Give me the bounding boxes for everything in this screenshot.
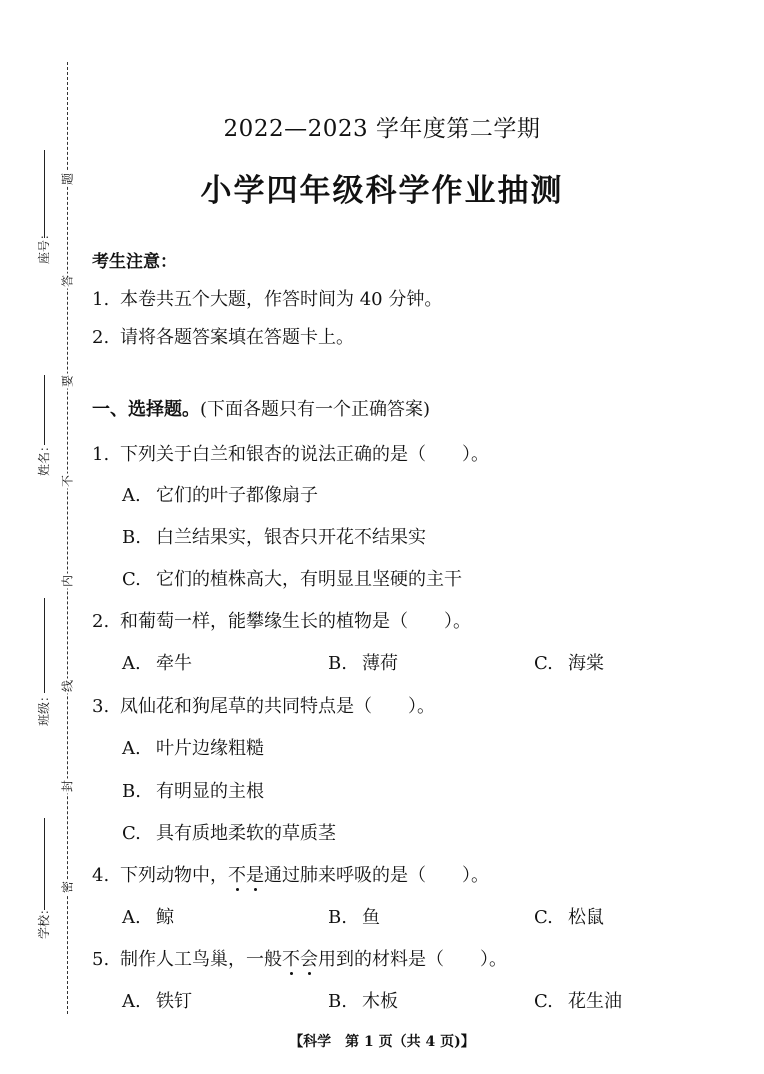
question-4-stem	[92, 864, 489, 888]
class-field[interactable]	[36, 598, 52, 738]
school-field[interactable]	[36, 818, 52, 948]
question-number: 5.	[92, 949, 110, 970]
option-letter: B.	[122, 527, 141, 548]
notice-item-text: 本卷共五个大题，作答时间为 40 分钟。	[120, 289, 443, 310]
class-line	[44, 598, 45, 693]
question-5-option-b[interactable]	[328, 990, 398, 1014]
question-text-before: 下列动物中，	[120, 865, 228, 886]
option-letter: C.	[534, 907, 553, 928]
notice-item	[92, 326, 354, 350]
question-4-option-b[interactable]	[328, 906, 380, 930]
question-1-option-b[interactable]	[122, 526, 426, 550]
option-letter: C.	[122, 569, 141, 590]
question-text: 凤仙花和狗尾草的共同特点是（ ）。	[120, 696, 435, 717]
school-label: 学校：	[37, 902, 51, 939]
option-text: 有明显的主根	[156, 781, 264, 802]
question-5-option-c[interactable]	[534, 990, 622, 1014]
seal-char: 内	[60, 575, 75, 588]
option-text: 白兰结果实，银杏只开花不结果实	[156, 527, 426, 548]
question-1-option-a[interactable]	[122, 484, 318, 508]
option-text: 花生油	[568, 991, 622, 1012]
question-number: 1.	[92, 444, 110, 465]
question-text-before: 制作人工鸟巢，一般	[120, 949, 282, 970]
question-text-after: 用到的材料是（ ）。	[318, 949, 507, 970]
year-title: 2022—2023 学年度第二学期	[223, 116, 541, 142]
question-4-option-c[interactable]	[534, 906, 604, 930]
question-3-stem	[92, 695, 435, 719]
emphasis-char: 不	[228, 865, 246, 886]
option-letter: A.	[122, 991, 141, 1012]
section-heading	[92, 398, 430, 422]
section-title: 一、选择题。	[92, 399, 200, 420]
option-text: 铁钉	[156, 991, 192, 1012]
emphasis-char: 不	[282, 949, 300, 970]
notice-item-number: 1.	[92, 289, 110, 310]
option-text: 松鼠	[568, 907, 604, 928]
option-letter: A.	[122, 907, 141, 928]
question-2-option-c[interactable]	[534, 652, 604, 676]
seal-char: 答	[60, 275, 75, 288]
option-letter: B.	[328, 907, 347, 928]
option-text: 木板	[362, 991, 398, 1012]
option-text: 它们的叶子都像扇子	[156, 485, 318, 506]
option-text: 薄荷	[362, 653, 398, 674]
question-number: 4.	[92, 865, 110, 886]
question-2-option-a[interactable]	[122, 652, 192, 676]
option-letter: B.	[122, 781, 141, 802]
question-5-stem	[92, 948, 507, 972]
option-letter: B.	[328, 653, 347, 674]
notice-heading: 考生注意：	[92, 252, 177, 272]
seat-number-label: 座号：	[37, 227, 51, 264]
question-text-after: 通过肺来呼吸的是（ ）。	[264, 865, 489, 886]
question-1-stem	[92, 443, 489, 467]
name-field[interactable]	[36, 375, 52, 485]
seal-char: 题	[60, 173, 75, 186]
question-text: 和葡萄一样，能攀缘生长的植物是（ ）。	[120, 611, 471, 632]
notice-item	[92, 288, 442, 312]
option-text: 海棠	[568, 653, 604, 674]
seal-char: 要	[60, 375, 75, 388]
option-text: 牵牛	[156, 653, 192, 674]
option-letter: A.	[122, 485, 141, 506]
section-note: (下面各题只有一个正确答案)	[200, 399, 431, 420]
question-2-option-b[interactable]	[328, 652, 398, 676]
question-3-option-a[interactable]	[122, 737, 264, 761]
name-line	[44, 375, 45, 445]
question-number: 2.	[92, 611, 110, 632]
class-label: 班级：	[37, 689, 51, 726]
name-label: 姓名：	[37, 439, 51, 476]
question-2-stem	[92, 610, 471, 634]
seal-char: 密	[60, 881, 75, 894]
question-3-option-b[interactable]	[122, 780, 264, 804]
notice-item-text: 请将各题答案填在答题卡上。	[120, 327, 354, 348]
option-text: 它们的植株高大，有明显且坚硬的主干	[156, 569, 462, 590]
question-number: 3.	[92, 696, 110, 717]
seal-char: 封	[60, 780, 75, 793]
emphasis-char: 是	[246, 865, 264, 886]
option-letter: A.	[122, 653, 141, 674]
option-letter: C.	[122, 823, 141, 844]
page-footer: 【科学 第 1 页（共 4 页)】	[289, 1034, 475, 1050]
option-letter: C.	[534, 991, 553, 1012]
question-3-option-c[interactable]	[122, 822, 336, 846]
question-4-option-a[interactable]	[122, 906, 174, 930]
emphasis-char: 会	[300, 949, 318, 970]
option-text: 鱼	[362, 907, 380, 928]
option-text: 具有质地柔软的草质茎	[156, 823, 336, 844]
question-text: 下列关于白兰和银杏的说法正确的是（ ）。	[120, 444, 489, 465]
option-letter: B.	[328, 991, 347, 1012]
exam-title: 小学四年级科学作业抽测	[200, 173, 564, 209]
notice-item-number: 2.	[92, 327, 110, 348]
seal-char: 不	[60, 475, 75, 488]
option-text: 叶片边缘粗糙	[156, 738, 264, 759]
question-1-option-c[interactable]	[122, 568, 462, 592]
school-line	[44, 818, 45, 910]
option-letter: A.	[122, 738, 141, 759]
option-text: 鲸	[156, 907, 174, 928]
seal-char: 线	[60, 680, 75, 693]
option-letter: C.	[534, 653, 553, 674]
question-5-option-a[interactable]	[122, 990, 192, 1014]
